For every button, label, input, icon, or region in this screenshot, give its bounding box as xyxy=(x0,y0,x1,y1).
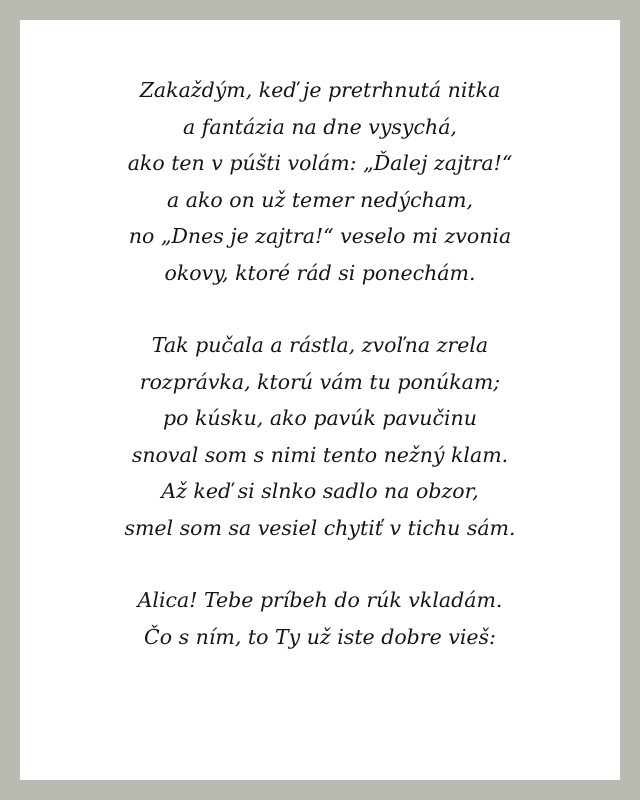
poem-line: a ako on už temer nedýcham, xyxy=(167,187,473,212)
poem-line: okovy, ktoré rád si ponechám. xyxy=(164,260,476,285)
poem-line: po kúsku, ako pavúk pavučinu xyxy=(163,406,477,430)
poem-line: snoval som s nimi tento nežný klam. xyxy=(131,442,509,467)
page-sheet xyxy=(20,20,620,780)
poem-line: Zakaždým, keď je pretrhnutá nitka xyxy=(139,78,501,102)
stanza-2 xyxy=(20,327,620,546)
stanza-3 xyxy=(20,582,620,655)
poem-line: Alica! Tebe príbeh do rúk vkladám. xyxy=(137,588,503,612)
poem xyxy=(20,72,620,655)
stanza-1 xyxy=(20,72,620,291)
poem-line: Tak pučala a rástla, zvoľna zrela xyxy=(151,333,489,357)
poem-line: Čo s ním, to Ty už iste dobre vieš: xyxy=(144,624,496,649)
poem-line: smel som sa vesiel chytiť v tichu sám. xyxy=(124,515,516,540)
poem-line: no „Dnes je zajtra!“ veselo mi zvonia xyxy=(128,224,512,248)
poem-line: a fantázia na dne vysychá, xyxy=(183,114,457,139)
poem-line: Až keď si slnko sadlo na obzor, xyxy=(161,479,479,503)
poem-line: rozprávka, ktorú vám tu ponúkam; xyxy=(139,369,501,394)
poem-line: ako ten v púšti volám: „Ďalej zajtra!“ xyxy=(127,151,513,175)
